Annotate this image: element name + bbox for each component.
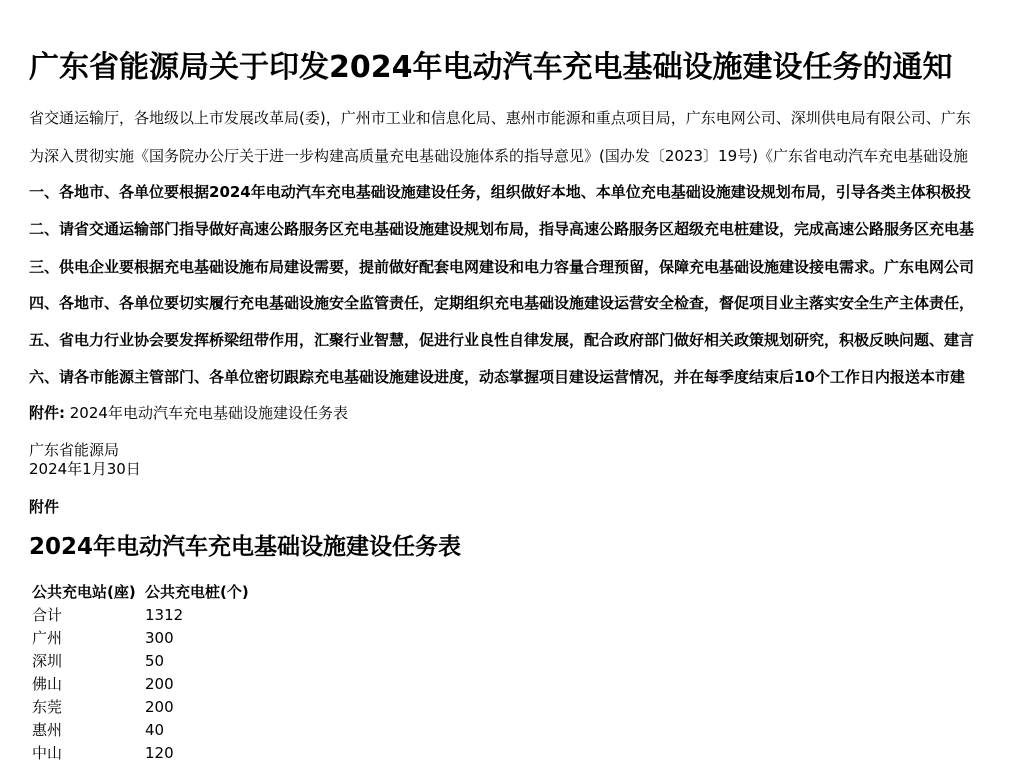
table-cell-region: 中山 <box>32 744 63 762</box>
table-header-row <box>29 581 252 604</box>
table-cell-value: 300 <box>145 629 174 647</box>
task-item-2: 二、请省交通运输部门指导做好高速公路服务区充电基础设施建设规划布局，指导高速公路服务区超级充电桩建设，完成高速公路服务区充电基 <box>29 220 975 238</box>
table-cell-value: 200 <box>145 698 174 716</box>
attachment-label: 附件: <box>29 404 65 422</box>
task-table <box>29 581 252 765</box>
table-cell-region: 东莞 <box>32 698 63 716</box>
table-cell-region: 合计 <box>32 606 63 624</box>
table-cell-region: 佛山 <box>32 675 63 693</box>
task-item-5: 五、省电力行业协会要发挥桥梁纽带作用，汇聚行业智慧，促进行业良性自律发展，配合政府部门做好相关政策规划研究，积极反映问题、建言 <box>29 331 975 349</box>
signature-org: 广东省能源局 <box>29 441 120 459</box>
task-item-3: 三、供电企业要根据充电基础设施布局建设需要，提前做好配套电网建设和电力容量合理预留，保障充电基础设施建设接电需求。广东电网公司 <box>29 258 975 276</box>
signature-block <box>29 441 141 479</box>
table-row <box>29 673 252 696</box>
addressee-paragraph: 省交通运输厅，各地级以上市发展改革局(委)，广州市工业和信息化局、惠州市能源和重点项目局，广东电网公司、深圳供电局有限公司、广东 <box>29 109 971 127</box>
table-row <box>29 604 252 627</box>
table-row <box>29 627 252 650</box>
table-cell-region: 广州 <box>32 629 63 647</box>
table-row <box>29 696 252 719</box>
appendix-title: 2024年电动汽车充电基础设施建设任务表 <box>29 534 462 560</box>
signature-date: 2024年1月30日 <box>29 460 141 478</box>
table-header-piles: 公共充电桩(个) <box>145 583 249 601</box>
table-cell-value: 120 <box>145 744 174 762</box>
table-header-stations: 公共充电站(座) <box>32 583 136 601</box>
attachment-text: 2024年电动汽车充电基础设施建设任务表 <box>65 404 348 422</box>
table-row <box>29 650 252 673</box>
table-cell-value: 50 <box>145 652 165 670</box>
table-cell-region: 深圳 <box>32 652 63 670</box>
appendix-label: 附件 <box>29 498 60 516</box>
table-cell-region: 惠州 <box>32 721 63 739</box>
table-row <box>29 742 252 765</box>
task-item-1: 一、各地市、各单位要根据2024年电动汽车充电基础设施建设任务，组织做好本地、本单位充电基础设施建设规划布局，引导各类主体积极投 <box>29 183 971 201</box>
task-item-4: 四、各地市、各单位要切实履行充电基础设施安全监管责任，定期组织充电基础设施建设运营安全检查，督促项目业主落实安全生产主体责任， <box>29 294 975 312</box>
attachment-line <box>29 402 348 424</box>
table-cell-value: 40 <box>145 721 165 739</box>
page-title: 广东省能源局关于印发2024年电动汽车充电基础设施建设任务的通知 <box>29 50 953 85</box>
intro-paragraph: 为深入贯彻实施《国务院办公厅关于进一步构建高质量充电基础设施体系的指导意见》(国办发〔2023〕19号)《广东省电动汽车充电基础设施 <box>29 147 968 165</box>
task-item-6: 六、请各市能源主管部门、各单位密切跟踪充电基础设施建设进度，动态掌握项目建设运营情况，并在每季度结束后10个工作日内报送本市建 <box>29 368 965 386</box>
table-cell-value: 200 <box>145 675 174 693</box>
table-cell-value: 1312 <box>145 606 184 624</box>
table-row <box>29 719 252 742</box>
